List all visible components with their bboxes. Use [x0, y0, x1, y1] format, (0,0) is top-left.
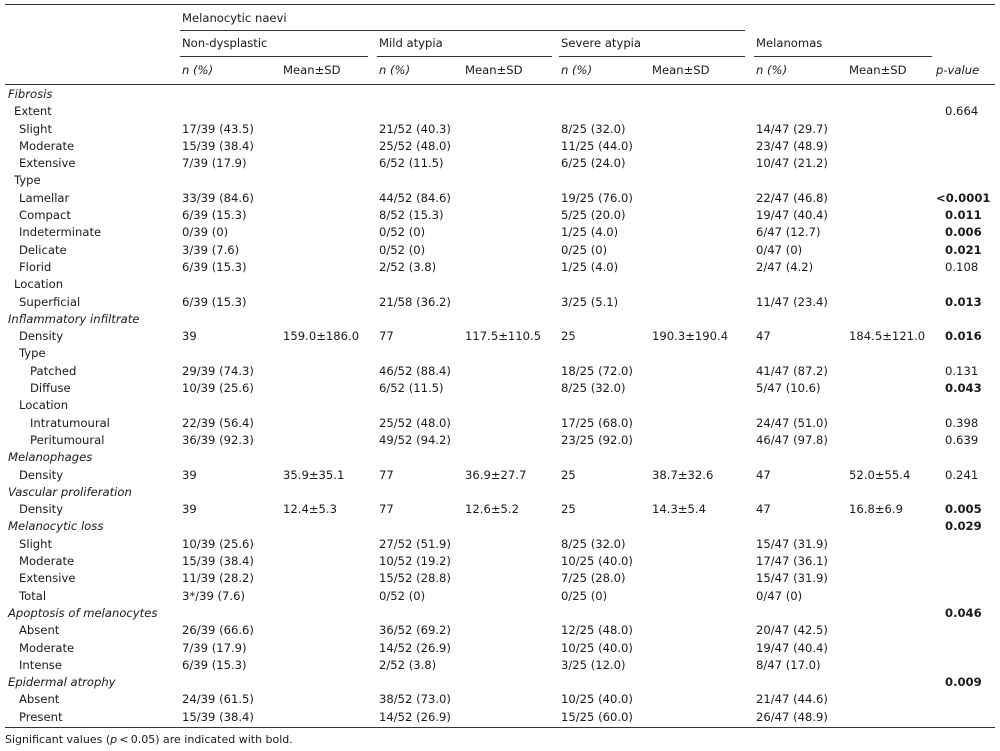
cell-n-pct: 23/25 (92.0): [561, 432, 633, 447]
cell-n-pct: 29/39 (74.3): [182, 363, 254, 378]
table-bottom-rule: [5, 727, 995, 728]
cell-n-pct: 25/52 (48.0): [379, 415, 451, 430]
cell-n-pct: 14/52 (26.9): [379, 640, 451, 655]
table-row: [0, 501, 1000, 518]
section-label: Fibrosis: [8, 87, 53, 101]
cell-n-pct: 39: [182, 329, 197, 344]
cell-n-pct: 14/52 (26.9): [379, 709, 451, 724]
cell-mean-sd: 38.7±32.6: [652, 467, 714, 482]
col-n-pct-2: n (%): [379, 63, 411, 77]
row-label: Location: [14, 277, 64, 292]
cell-n-pct: 6/39 (15.3): [182, 657, 247, 672]
group-header-melanocytic-naevi: Melanocytic naevi: [182, 11, 287, 25]
cell-n-pct: 36/52 (69.2): [379, 623, 451, 638]
cell-n-pct: 24/39 (61.5): [182, 692, 254, 707]
col-n-pct-4: n (%): [756, 63, 788, 77]
cell-n-pct: 6/25 (24.0): [561, 156, 626, 171]
table-body: [0, 86, 1000, 726]
table-row: [0, 570, 1000, 587]
row-label: Present: [19, 709, 63, 724]
row-label: Moderate: [19, 138, 75, 153]
cell-n-pct: 1/25 (4.0): [561, 225, 619, 240]
subgroup-rule-non-dysplastic: [180, 56, 368, 57]
header-bottom-rule: [5, 84, 995, 85]
cell-n-pct: 10/25 (40.0): [561, 692, 633, 707]
cell-n-pct: 77: [379, 502, 394, 517]
cell-p-value: 0.046: [945, 605, 982, 620]
cell-n-pct: 11/25 (44.0): [561, 138, 633, 153]
cell-p-value: 0.639: [945, 432, 979, 447]
row-label: Diffuse: [30, 381, 71, 396]
cell-mean-sd: 117.5±110.5: [465, 329, 542, 344]
cell-n-pct: 3/25 (12.0): [561, 657, 626, 672]
cell-n-pct: 23/47 (48.9): [756, 138, 828, 153]
table-top-rule: [5, 4, 995, 5]
cell-p-value: 0.005: [945, 502, 982, 517]
cell-n-pct: 1/25 (4.0): [561, 259, 619, 274]
cell-p-value: 0.016: [945, 329, 982, 344]
cell-n-pct: 25: [561, 329, 576, 344]
section-label: Melanophages: [8, 450, 93, 465]
cell-n-pct: 8/25 (32.0): [561, 121, 626, 136]
table-row: [0, 103, 1000, 120]
col-n-pct-3: n (%): [561, 63, 593, 77]
cell-n-pct: 0/25 (0): [561, 242, 608, 257]
cell-n-pct: 8/25 (32.0): [561, 536, 626, 551]
cell-n-pct: 26/47 (48.9): [756, 709, 828, 724]
cell-mean-sd: 36.9±27.7: [465, 467, 527, 482]
table-row: [0, 709, 1000, 726]
col-header-severe-atypia: Severe atypia: [561, 36, 642, 50]
cell-n-pct: 39: [182, 467, 197, 482]
table-row: [0, 328, 1000, 345]
table-row: [0, 155, 1000, 172]
table-row: [0, 657, 1000, 674]
cell-n-pct: 77: [379, 329, 394, 344]
section-label: Melanocytic loss: [8, 519, 104, 534]
col-p-value: p-value: [936, 63, 980, 77]
cell-n-pct: 17/25 (68.0): [561, 415, 633, 430]
table-row: [0, 363, 1000, 380]
cell-n-pct: 6/52 (11.5): [379, 381, 444, 396]
cell-n-pct: 0/47 (0): [756, 588, 803, 603]
row-label: Extent: [14, 104, 52, 119]
table-row: [0, 121, 1000, 138]
col-header-mild-atypia: Mild atypia: [379, 36, 443, 50]
row-label: Moderate: [19, 554, 75, 569]
cell-mean-sd: 159.0±186.0: [283, 329, 360, 344]
table-row: [0, 536, 1000, 553]
cell-n-pct: 15/52 (28.8): [379, 571, 451, 586]
table-row: [0, 311, 1000, 328]
cell-n-pct: 15/39 (38.4): [182, 554, 254, 569]
cell-n-pct: 0/39 (0): [182, 225, 229, 240]
table-row: [0, 276, 1000, 293]
col-mean-sd-3: Mean±SD: [652, 63, 710, 77]
table-row: [0, 449, 1000, 466]
cell-n-pct: 0/52 (0): [379, 225, 426, 240]
cell-p-value: 0.029: [945, 519, 982, 534]
row-label: Slight: [19, 536, 53, 551]
row-label: Intratumoural: [30, 415, 110, 430]
cell-n-pct: 6/52 (11.5): [379, 156, 444, 171]
col-n-pct-1: n (%): [182, 63, 214, 77]
table-row: [0, 207, 1000, 224]
cell-n-pct: 38/52 (73.0): [379, 692, 451, 707]
cell-n-pct: 15/25 (60.0): [561, 709, 633, 724]
cell-n-pct: 26/39 (66.6): [182, 623, 254, 638]
row-label: Extensive: [19, 156, 76, 171]
row-label: Florid: [19, 259, 52, 274]
section-label: Apoptosis of melanocytes: [8, 605, 158, 620]
col-mean-sd-1: Mean±SD: [283, 63, 341, 77]
cell-n-pct: 10/25 (40.0): [561, 640, 633, 655]
cell-mean-sd: 12.6±5.2: [465, 502, 519, 517]
row-label: Absent: [19, 692, 60, 707]
row-label: Compact: [19, 208, 71, 223]
cell-n-pct: 10/47 (21.2): [756, 156, 828, 171]
row-label: Indeterminate: [19, 225, 102, 240]
cell-n-pct: 22/47 (46.8): [756, 190, 828, 205]
table-row: [0, 467, 1000, 484]
cell-n-pct: 14/47 (29.7): [756, 121, 828, 136]
subgroup-rule-melanomas: [754, 56, 932, 57]
cell-n-pct: 7/39 (17.9): [182, 640, 247, 655]
cell-n-pct: 10/52 (19.2): [379, 554, 451, 569]
subgroup-rule-severe-atypia: [559, 56, 745, 57]
table-row: [0, 674, 1000, 691]
table-row: [0, 588, 1000, 605]
cell-n-pct: 41/47 (87.2): [756, 363, 828, 378]
cell-n-pct: 2/52 (3.8): [379, 259, 437, 274]
cell-n-pct: 15/39 (38.4): [182, 138, 254, 153]
col-header-melanomas: Melanomas: [756, 36, 823, 50]
cell-n-pct: 24/47 (51.0): [756, 415, 828, 430]
cell-mean-sd: 12.4±5.3: [283, 502, 337, 517]
cell-n-pct: 11/47 (23.4): [756, 294, 828, 309]
cell-n-pct: 7/39 (17.9): [182, 156, 247, 171]
row-label: Density: [19, 502, 64, 517]
cell-n-pct: 2/52 (3.8): [379, 657, 437, 672]
cell-n-pct: 10/39 (25.6): [182, 381, 254, 396]
cell-n-pct: 25/52 (48.0): [379, 138, 451, 153]
table-row: [0, 190, 1000, 207]
cell-n-pct: 19/25 (76.0): [561, 190, 633, 205]
cell-p-value: 0.241: [945, 467, 979, 482]
cell-n-pct: 33/39 (84.6): [182, 190, 254, 205]
cell-n-pct: 17/47 (36.1): [756, 554, 828, 569]
cell-mean-sd: 14.3±5.4: [652, 502, 706, 517]
cell-n-pct: 5/25 (20.0): [561, 208, 626, 223]
cell-n-pct: 39: [182, 502, 197, 517]
cell-n-pct: 11/39 (28.2): [182, 571, 254, 586]
table-row: [0, 138, 1000, 155]
row-label: Superficial: [19, 294, 81, 309]
cell-mean-sd: 52.0±55.4: [849, 467, 911, 482]
cell-n-pct: 12/25 (48.0): [561, 623, 633, 638]
cell-n-pct: 3/39 (7.6): [182, 242, 240, 257]
table-row: [0, 397, 1000, 414]
row-label: Location: [19, 398, 69, 413]
table-row: [0, 691, 1000, 708]
cell-n-pct: 7/25 (28.0): [561, 571, 626, 586]
cell-p-value: <0.0001: [936, 190, 991, 205]
cell-n-pct: 49/52 (94.2): [379, 432, 451, 447]
table-row: [0, 345, 1000, 362]
cell-n-pct: 2/47 (4.2): [756, 259, 814, 274]
table-footnote: Significant values (p < 0.05) are indicated with bold.: [5, 733, 293, 746]
cell-n-pct: 46/52 (88.4): [379, 363, 451, 378]
cell-n-pct: 22/39 (56.4): [182, 415, 254, 430]
cell-p-value: 0.011: [945, 208, 982, 223]
cell-n-pct: 8/47 (17.0): [756, 657, 821, 672]
row-label: Moderate: [19, 640, 75, 655]
cell-p-value: 0.131: [945, 363, 979, 378]
table-row: [0, 224, 1000, 241]
cell-n-pct: 20/47 (42.5): [756, 623, 828, 638]
section-label: Inflammatory infiltrate: [8, 311, 140, 326]
cell-n-pct: 0/47 (0): [756, 242, 803, 257]
cell-n-pct: 6/39 (15.3): [182, 208, 247, 223]
cell-n-pct: 18/25 (72.0): [561, 363, 633, 378]
table-row: [0, 432, 1000, 449]
cell-n-pct: 10/25 (40.0): [561, 554, 633, 569]
cell-n-pct: 0/25 (0): [561, 588, 608, 603]
cell-n-pct: 3/25 (5.1): [561, 294, 619, 309]
row-label: Total: [19, 588, 47, 603]
row-label: Intense: [19, 657, 62, 672]
table-row: [0, 553, 1000, 570]
cell-n-pct: 47: [756, 502, 771, 517]
col-mean-sd-4: Mean±SD: [849, 63, 907, 77]
table-row: [0, 640, 1000, 657]
group-span-rule: [180, 30, 745, 31]
cell-p-value: 0.009: [945, 675, 982, 690]
cell-n-pct: 19/47 (40.4): [756, 208, 828, 223]
cell-n-pct: 17/39 (43.5): [182, 121, 254, 136]
cell-n-pct: 46/47 (97.8): [756, 432, 828, 447]
table-row: [0, 484, 1000, 501]
cell-n-pct: 6/39 (15.3): [182, 294, 247, 309]
row-label: Peritumoural: [30, 432, 105, 447]
cell-p-value: 0.108: [945, 259, 979, 274]
cell-p-value: 0.043: [945, 381, 982, 396]
col-header-non-dysplastic: Non-dysplastic: [182, 36, 268, 50]
cell-n-pct: 21/47 (44.6): [756, 692, 828, 707]
table-row: [0, 259, 1000, 276]
cell-n-pct: 77: [379, 467, 394, 482]
cell-mean-sd: 16.8±6.9: [849, 502, 903, 517]
cell-n-pct: 5/47 (10.6): [756, 381, 821, 396]
row-label: Delicate: [19, 242, 67, 257]
row-label: Absent: [19, 623, 60, 638]
cell-n-pct: 6/47 (12.7): [756, 225, 821, 240]
cell-n-pct: 10/39 (25.6): [182, 536, 254, 551]
row-label: Lamellar: [19, 190, 70, 205]
row-label: Type: [19, 346, 46, 361]
cell-n-pct: 0/52 (0): [379, 588, 426, 603]
cell-n-pct: 25: [561, 502, 576, 517]
cell-p-value: 0.664: [945, 104, 979, 119]
cell-n-pct: 47: [756, 329, 771, 344]
cell-p-value: 0.398: [945, 415, 979, 430]
cell-n-pct: 15/47 (31.9): [756, 536, 828, 551]
cell-n-pct: 36/39 (92.3): [182, 432, 254, 447]
cell-mean-sd: 184.5±121.0: [849, 329, 926, 344]
col-mean-sd-2: Mean±SD: [465, 63, 523, 77]
cell-n-pct: 0/52 (0): [379, 242, 426, 257]
table-row: [0, 415, 1000, 432]
cell-mean-sd: 190.3±190.4: [652, 329, 729, 344]
cell-n-pct: 19/47 (40.4): [756, 640, 828, 655]
cell-p-value: 0.013: [945, 294, 982, 309]
row-label: Density: [19, 467, 64, 482]
cell-mean-sd: 35.9±35.1: [283, 467, 345, 482]
cell-n-pct: 15/47 (31.9): [756, 571, 828, 586]
cell-n-pct: 47: [756, 467, 771, 482]
table-row: [0, 86, 1000, 103]
cell-p-value: 0.021: [945, 242, 982, 257]
section-label: Epidermal atrophy: [8, 675, 116, 690]
cell-n-pct: 21/52 (40.3): [379, 121, 451, 136]
row-label: Slight: [19, 121, 53, 136]
row-label: Type: [14, 173, 41, 188]
cell-n-pct: 8/25 (32.0): [561, 381, 626, 396]
row-label: Extensive: [19, 571, 76, 586]
table-row: [0, 380, 1000, 397]
table-row: [0, 518, 1000, 535]
table-row: [0, 172, 1000, 189]
table-row: [0, 294, 1000, 311]
section-label: Vascular proliferation: [8, 484, 132, 499]
table-row: [0, 605, 1000, 622]
cell-n-pct: 6/39 (15.3): [182, 259, 247, 274]
cell-p-value: 0.006: [945, 225, 982, 240]
cell-n-pct: 25: [561, 467, 576, 482]
table-row: [0, 622, 1000, 639]
cell-n-pct: 8/52 (15.3): [379, 208, 444, 223]
cell-n-pct: 44/52 (84.6): [379, 190, 451, 205]
subgroup-rule-mild-atypia: [377, 56, 552, 57]
cell-n-pct: 3*/39 (7.6): [182, 588, 246, 603]
cell-n-pct: 21/58 (36.2): [379, 294, 451, 309]
row-label: Density: [19, 329, 64, 344]
cell-n-pct: 27/52 (51.9): [379, 536, 451, 551]
cell-n-pct: 15/39 (38.4): [182, 709, 254, 724]
row-label: Patched: [30, 363, 77, 378]
table-row: [0, 242, 1000, 259]
